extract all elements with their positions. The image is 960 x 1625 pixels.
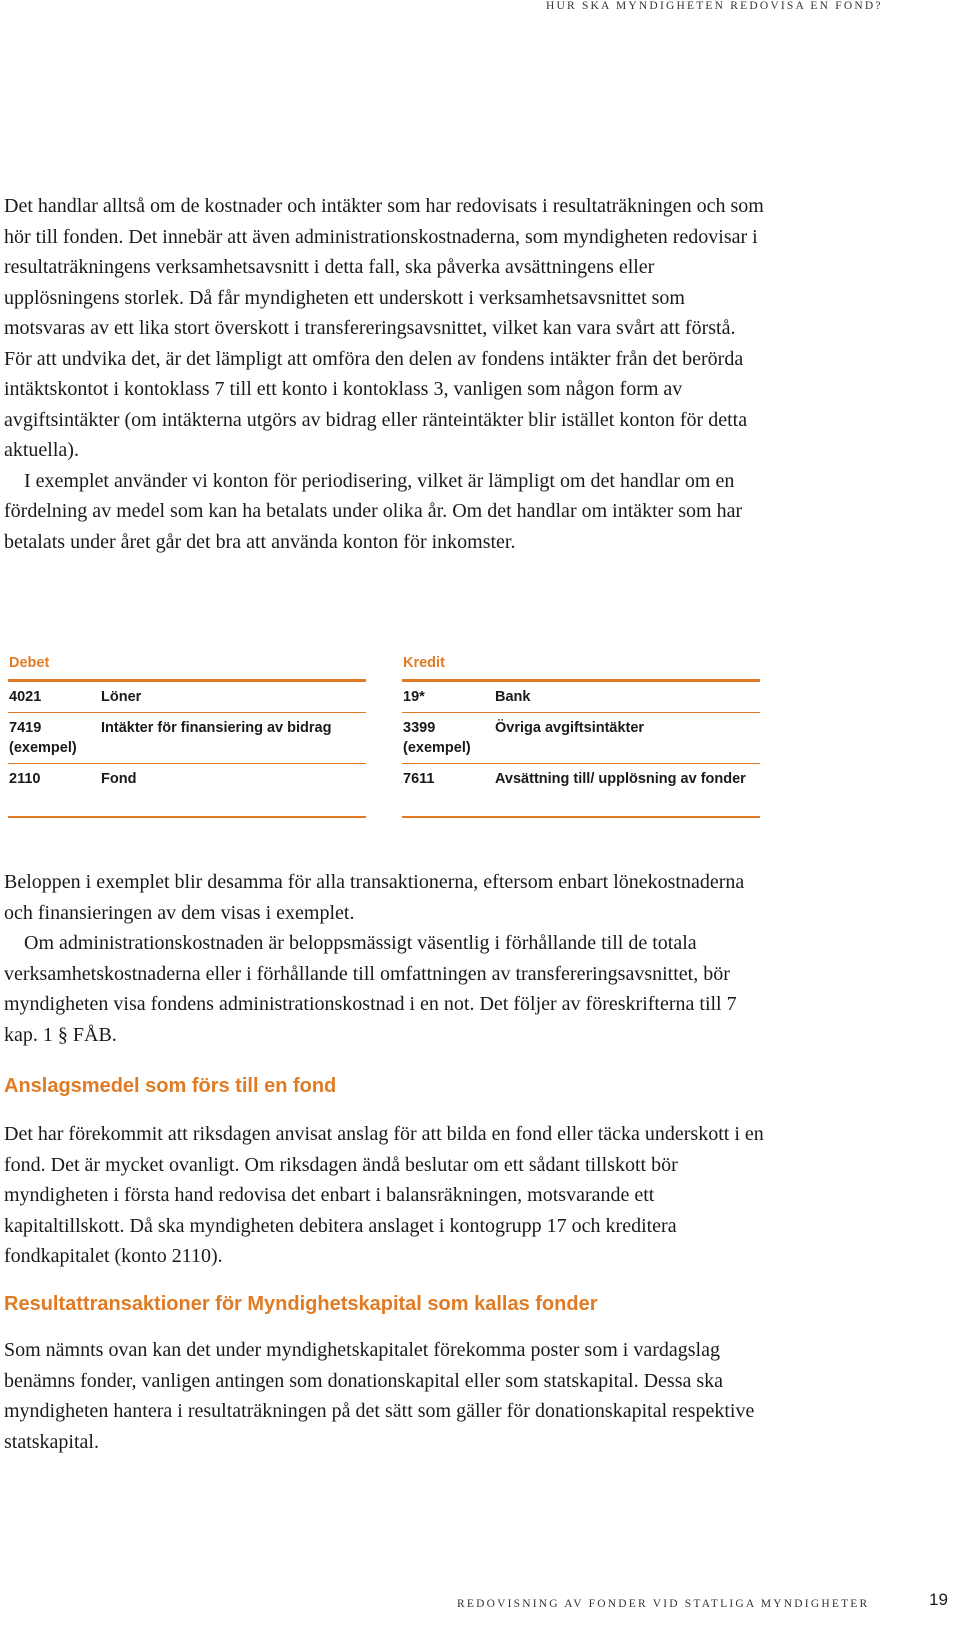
section-heading: Anslagsmedel som förs till en fond: [4, 1075, 337, 1097]
table-row: [402, 713, 760, 764]
table-row: [402, 682, 760, 713]
page-footer: REDOVISNING AV FONDER VID STATLIGA MYNDIGHETER: [457, 1598, 870, 1610]
account-number: 7419 (exempel): [9, 720, 77, 756]
account-description: Övriga avgiftsintäkter: [495, 720, 645, 736]
debet-table: [8, 655, 366, 818]
paragraph: Det handlar alltså om de kostnader och intäkter som har redovisats i resultaträkningen och som hör till fonden. Det innebär att även administrationskostnaderna, som myndigheten redovisar i resultaträkningens verksamhetsavsnitt i detta fall, ska påverka avsättningens eller upplösningens storlek. Då får myndigheten ett underskott i verksamhetsavsnittet som motsvaras av ett lika stort överskott i transfereringsavsnittet, vilket kan vara svårt att förstå. För att undvika det, är det lämpligt att omföra den delen av fondens intäkter från det berörda intäktskontot i kontoklass 7 till ett konto i kontoklass 3, vanligen som någon form av avgiftsintäkter (om intäkterna utgörs av bidrag eller ränteintäkter blir istället konton för detta aktuella).: [4, 195, 764, 461]
debet-title: Debet: [9, 655, 50, 671]
account-number: 2110: [9, 771, 41, 787]
paragraph: Som nämnts ovan kan det under myndighetskapitalet förekomma poster som i vardagslag benämns fonder, vanligen antingen som donationskapital eller som statskapital. Dessa ska myndigheten hantera i resultaträkningen på det sätt som gäller för donationskapital respektive statskapital.: [4, 1339, 755, 1453]
table-row: [8, 764, 366, 818]
account-description: Bank: [495, 689, 531, 705]
account-number: 4021: [9, 689, 42, 705]
explanation-text: [4, 867, 764, 1050]
kredit-table: [402, 655, 760, 818]
account-number: 7611: [403, 771, 435, 787]
intro-text: [4, 191, 764, 557]
running-head: HUR SKA MYNDIGHETEN REDOVISA EN FOND?: [546, 0, 883, 12]
paragraph: Det har förekommit att riksdagen anvisat anslag för att bilda en fond eller täcka underskott i en fond. Det är mycket ovanligt. Om riksdagen ändå beslutar om ett sådant tillskott bör myndigheten i första hand redovisa det enbart i balansräkningen, motsvarande ett kapitaltillskott. Då ska myndigheten debitera anslaget i kontogrupp 17 och kreditera fondkapitalet (konto 2110).: [4, 1123, 764, 1267]
paragraph: I exemplet använder vi konton för periodisering, vilket är lämpligt om det handlar om en fördelning av medel som kan ha betalats under olika år. Om det handlar om intäkter som har betalats under året går det bra att använda konton för inkomster.: [4, 469, 743, 553]
account-number: 3399 (exempel): [403, 720, 471, 756]
page-number: 19: [929, 1590, 948, 1609]
account-description: Avsättning till/ upplösning av fonder: [495, 771, 746, 787]
account-description: Fond: [101, 771, 137, 787]
section-text: [4, 1335, 764, 1457]
section-heading: Resultattransaktioner för Myndighetskapital som kallas fonder: [4, 1293, 598, 1315]
paragraph: Om administrationskostnaden är beloppsmässigt väsentlig i förhållande till de totala verksamhetskostnaderna eller i förhållande till omfattningen av transfereringsavsnittet, bör myndigheten visa fondens administrationskostnad i en not. Det följer av föreskrifterna till 7 kap. 1 § FÅB.: [4, 932, 737, 1046]
account-description: Intäkter för finansiering av bidrag: [101, 720, 332, 736]
paragraph: Beloppen i exemplet blir desamma för alla transaktionerna, eftersom enbart lönekostnaderna och finansieringen av dem visas i exemplet.: [4, 871, 745, 924]
table-row: [402, 764, 760, 818]
section-text: [4, 1119, 764, 1272]
account-description: Löner: [101, 689, 142, 705]
kredit-title: Kredit: [403, 655, 445, 671]
account-number: 19*: [403, 689, 425, 705]
table-row: [8, 682, 366, 713]
table-row: [8, 713, 366, 764]
